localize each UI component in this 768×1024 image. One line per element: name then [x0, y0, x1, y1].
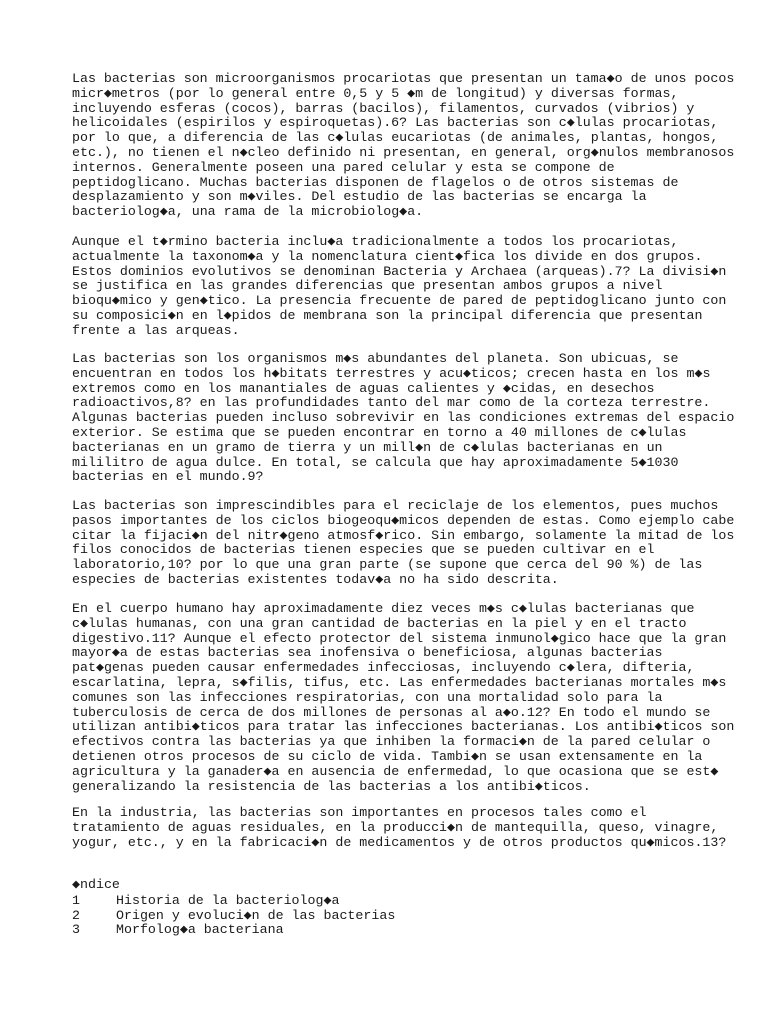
paragraph-line: En la industria, las bacterias son importantes en procesos tales como el	[72, 805, 647, 820]
paragraph-line: etc.), no tienen el n◆cleo definido ni presentan, en general, org◆nulos membranosos	[72, 144, 735, 160]
paragraph	[72, 499, 734, 588]
paragraph-line: c◆lulas humanas, con una gran cantidad de bacterias en la piel y en el tracto	[72, 615, 687, 631]
paragraph-line: digestivo.11? Aunque el efecto protector del sistema inmunol◆gico hace que la gran	[72, 630, 727, 646]
paragraph-line: tratamiento de aguas residuales, en la producci◆n de mantequilla, queso, vinagre,	[72, 819, 719, 835]
paragraph-line: encuentran en todos los h◆bitats terrestres y acu◆ticos; crecen hasta en los m◆s	[72, 365, 711, 381]
toc-title: ◆ndice	[72, 877, 120, 892]
paragraph-line: bacterianas en un gramo de tierra y un mill◆n de c◆lulas bacterianas en un	[72, 439, 663, 455]
paragraph	[72, 806, 726, 850]
paragraph	[72, 235, 726, 339]
paragraph-line: micr◆metros (por lo general entre 0,5 y 5 ◆m de longitud) y diversas formas,	[72, 85, 679, 101]
paragraph-line: yogur, etc., y en la fabricaci◆n de medicamentos y de otros productos qu◆micos.13?	[72, 834, 727, 850]
paragraph-line: exterior. Se estima que se pueden encontrar en torno a 40 millones de c◆lulas	[72, 424, 687, 440]
paragraph-line: frente a las arqueas.	[72, 322, 240, 338]
toc-item-number: 3	[72, 922, 80, 937]
paragraph-line: comunes son las infecciones respiratorias, con una mortalidad solo para la	[72, 689, 663, 705]
paragraph-line: helicoidales (espirilos y espiroquetas).6? Las bacterias son c◆lulas procariotas,	[72, 115, 719, 131]
paragraph-line: Estos dominios evolutivos se denominan Bacteria y Archaea (arqueas).7? La divisi◆n	[72, 263, 727, 279]
paragraph-line: laboratorio,10? por lo que una gran parte (se supone que cerca del 90 %) de las	[72, 557, 703, 573]
paragraph-line: Las bacterias son los organismos m◆s abundantes del planeta. Son ubicuas, se	[72, 351, 679, 366]
paragraph-line: bioqu◆mico y gen◆tico. La presencia frecuente de pared de peptidoglicano junto con	[72, 293, 727, 309]
paragraph-line: su composici◆n en l◆pidos de membrana son la principal diferencia que presentan	[72, 307, 703, 323]
paragraph-line: se justifica en las grandes diferencias que presentan ambos grupos a nivel	[72, 278, 663, 294]
paragraph-line: pasos importantes de los ciclos biogeoqu◆micos dependen de estas. Como ejemplo cabe	[72, 512, 735, 528]
paragraph	[72, 352, 734, 485]
paragraph-line: mililitro de agua dulce. En total, se calcula que hay aproximadamente 5◆1030	[72, 454, 679, 470]
paragraph-line: efectivos contra las bacterias ya que inhiben la formaci◆n de la pared celular o	[72, 734, 711, 750]
toc-item-number: 1	[72, 893, 80, 908]
paragraph-line: actualmente la taxonom◆a y la nomenclatura cient◆fica los divide en dos grupos.	[72, 248, 703, 264]
paragraph-line: generalizando la resistencia de las bacterias a los antibi◆ticos.	[72, 778, 591, 794]
paragraph-line: incluyendo esferas (cocos), barras (bacilos), filamentos, curvados (vibrios) y	[72, 100, 695, 116]
paragraph-line: pat◆genas pueden causar enfermedades infecciosas, incluyendo c◆lera, difteria,	[72, 660, 695, 676]
paragraph-line: peptidoglicano. Muchas bacterias disponen de flagelos o de otros sistemas de	[72, 174, 679, 190]
paragraph-line: Las bacterias son microorganismos procariotas que presentan un tama◆o de unos pocos	[72, 71, 735, 86]
toc-item-label: Origen y evoluci◆n de las bacterias	[116, 908, 396, 923]
paragraph-line: desplazamiento y son m◆viles. Del estudio de las bacterias se encarga la	[72, 189, 647, 205]
toc-item-label: Morfolog◆a bacteriana	[116, 922, 284, 937]
paragraph-line: escarlatina, lepra, s◆filis, tifus, etc. Las enfermedades bacterianas mortales m◆s	[72, 674, 727, 690]
paragraph	[72, 72, 734, 220]
paragraph-line: tuberculosis de cerca de dos millones de personas al a◆o.12? En todo el mundo se	[72, 704, 711, 720]
paragraph-line: internos. Generalmente poseen una pared celular y esta se compone de	[72, 159, 615, 175]
paragraph-line: bacteriolog◆a, una rama de la microbiolog◆a.	[72, 204, 424, 220]
paragraph-line: extremos como en los manantiales de aguas calientes y ◆cidas, en desechos	[72, 380, 655, 396]
paragraph-line: filos conocidos de bacterias tienen especies que se pueden cultivar en el	[72, 542, 655, 558]
paragraph-line: Aunque el t◆rmino bacteria inclu◆a tradicionalmente a todos los procariotas,	[72, 234, 679, 249]
paragraph-line: Algunas bacterias pueden incluso sobrevivir en las condiciones extremas del espacio	[72, 410, 735, 426]
paragraph-line: utilizan antibi◆ticos para tratar las infecciones bacterianas. Los antibi◆ticos son	[72, 719, 735, 735]
paragraph-line: agricultura y la ganader◆a en ausencia de enfermedad, lo que ocasiona que se est◆	[72, 763, 719, 779]
toc-item[interactable]	[72, 923, 284, 938]
paragraph-line: Las bacterias son imprescindibles para el reciclaje de los elementos, pues muchos	[72, 498, 719, 513]
paragraph-line: radioactivos,8? en las profundidades tanto del mar como de la corteza terrestre.	[72, 395, 711, 411]
paragraph	[72, 602, 734, 794]
paragraph-line: bacterias en el mundo.9?	[72, 469, 264, 485]
toc-item-number: 2	[72, 908, 80, 923]
toc-item-label: Historia de la bacteriolog◆a	[116, 893, 340, 908]
paragraph-line: detienen otros procesos de su ciclo de vida. Tambi◆n se usan extensamente en la	[72, 748, 703, 764]
paragraph-line: mayor◆a de estas bacterias sea inofensiva o beneficiosa, algunas bacterias	[72, 645, 663, 661]
paragraph-line: especies de bacterias existentes todav◆a no ha sido descrita.	[72, 571, 559, 587]
toc-item[interactable]	[72, 894, 339, 909]
paragraph-line: citar la fijaci◆n del nitr◆geno atmosf◆rico. Sin embargo, solamente la mitad de los	[72, 527, 735, 543]
paragraph-line: En el cuerpo humano hay aproximadamente diez veces m◆s c◆lulas bacterianas que	[72, 601, 695, 616]
paragraph-line: por lo que, a diferencia de las c◆lulas eucariotas (de animales, plantas, hongos,	[72, 130, 719, 146]
